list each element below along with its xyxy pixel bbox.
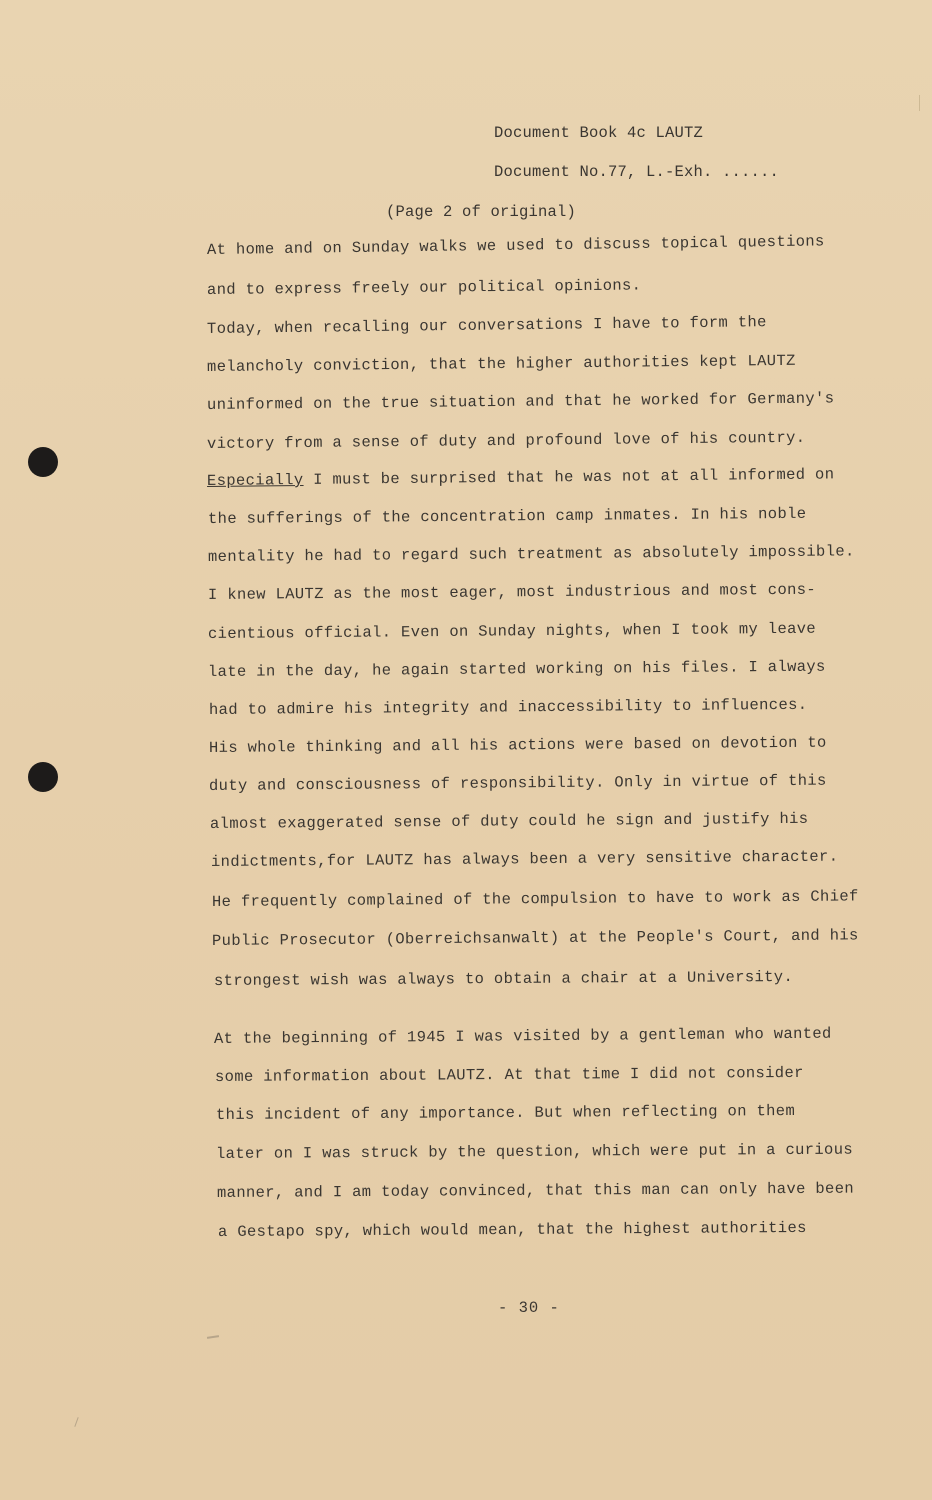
text-line: Especially I must be surprised that he was not at all informed on	[206, 465, 835, 490]
paper-mark	[74, 1417, 78, 1427]
text-line: manner, and I am today convinced, that this man can only have been	[216, 1179, 855, 1202]
text-line: uninformed on the true situation and that he worked for Germany's	[206, 389, 835, 414]
text-line: a Gestapo spy, which would mean, that the highest authorities	[217, 1218, 807, 1241]
text-line: victory from a sense of duty and profound love of his country.	[206, 428, 806, 453]
text-line: Today, when recalling our conversations I have to form the	[206, 313, 767, 338]
text-line: indictments,for LAUTZ has always been a very sensitive character.	[210, 847, 839, 871]
text-line: the sufferings of the concentration camp inmates. In his noble	[207, 504, 807, 528]
text-line: His whole thinking and all his actions were based on devotion to	[208, 733, 827, 757]
page-number: - 30 -	[498, 1299, 560, 1317]
text-line: At home and on Sunday walks we used to discuss topical questions	[206, 232, 825, 259]
text-line: had to admire his integrity and inaccessibility to influences.	[208, 695, 808, 719]
paper-mark	[207, 1335, 219, 1339]
document-book-title: Document Book 4c LAUTZ	[494, 124, 704, 142]
text-line: melancholy conviction, that the higher authorities kept LAUTZ	[206, 351, 796, 376]
text-line: duty and consciousness of responsibility. Only in virtue of this	[208, 771, 827, 795]
text-line: mentality he had to regard such treatment as absolutely impossible.	[207, 542, 855, 566]
paper-mark	[919, 95, 920, 111]
text-line: and to express freely our political opinions.	[206, 276, 642, 299]
text-line: Public Prosecutor (Oberreichsanwalt) at the People's Court, and his	[211, 926, 859, 950]
binder-hole-bottom	[28, 762, 58, 792]
text-line: late in the day, he again started working on his files. I always	[207, 657, 826, 681]
text-line: later on I was struck by the question, which were put in a curious	[215, 1140, 854, 1163]
text-line: At the beginning of 1945 I was visited by a gentleman who wanted	[213, 1024, 832, 1048]
document-number: Document No.77, L.-Exh. ......	[494, 163, 780, 181]
text-line: I knew LAUTZ as the most eager, most industrious and most cons-	[207, 580, 817, 604]
text-line: this incident of any importance. But when reflecting on them	[215, 1101, 796, 1124]
text-line: some information about LAUTZ. At that time I did not consider	[214, 1063, 804, 1086]
text-line: He frequently complained of the compulsion to have to work as Chief	[211, 887, 859, 911]
text-line: cientious official. Even on Sunday nights, when I took my leave	[207, 619, 817, 643]
binder-hole-top	[28, 447, 58, 477]
text-line: almost exaggerated sense of duty could he sign and justify his	[209, 809, 809, 833]
text-line: strongest wish was always to obtain a chair at a University.	[213, 967, 794, 990]
underlined-word: Especially	[206, 470, 304, 490]
page-of-original: (Page 2 of original)	[386, 203, 577, 221]
